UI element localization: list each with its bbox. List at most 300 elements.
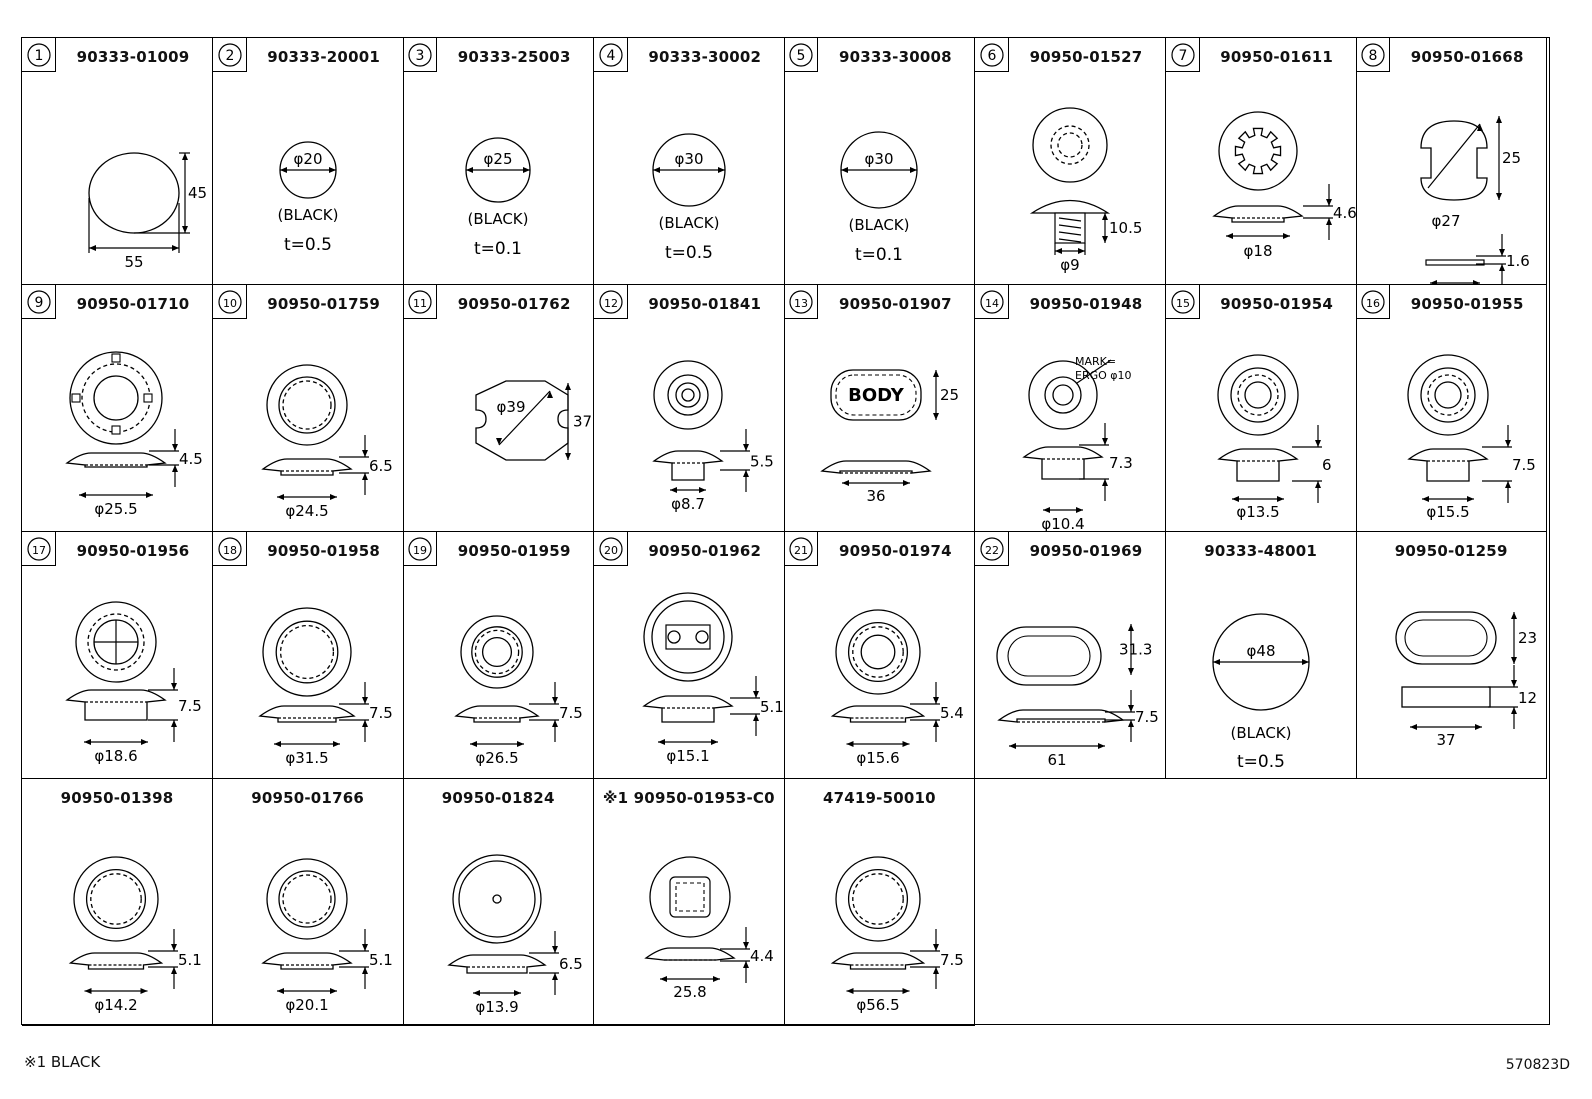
dim-label: φ39 [496, 398, 526, 416]
grommet-profile [263, 953, 351, 969]
slot-hole [668, 631, 680, 643]
note-label: (BLACK) [848, 216, 910, 234]
dim-label: φ20 [293, 150, 323, 168]
stadium-profile [999, 710, 1123, 722]
arrow-head [753, 691, 759, 698]
grommet-hole [862, 635, 896, 669]
part-number: 90950-01907 [838, 295, 952, 313]
dim-label: 12 [1518, 689, 1538, 707]
arrow-head [362, 450, 368, 457]
dim-label: φ26.5 [475, 749, 519, 767]
arrow-head [910, 167, 917, 173]
part-number: 90333-30008 [838, 48, 952, 66]
grommet-dash [853, 627, 903, 677]
arrow-head [141, 739, 148, 745]
dim-label: 7.5 [940, 951, 965, 969]
part-number: 90950-01969 [1029, 542, 1143, 560]
dim-label: 5.4 [940, 704, 965, 722]
part-drawing [1166, 532, 1357, 779]
dim-label: φ31.5 [284, 749, 329, 767]
arrow-head [552, 946, 558, 953]
notched-outline [1421, 121, 1487, 200]
plug-dash [1428, 375, 1468, 415]
dim-label: 61 [1047, 751, 1067, 769]
dim-label: 5.1 [759, 698, 784, 716]
dot-inner [459, 861, 535, 937]
parts-grid [21, 37, 1550, 1025]
cone-inner [676, 383, 700, 407]
arrow-head [658, 739, 665, 745]
gear-profile [1214, 206, 1302, 222]
cone-profile [654, 451, 722, 480]
arrow-head [903, 741, 910, 747]
gear-teeth [1235, 128, 1280, 173]
dim-label: 5.1 [368, 951, 393, 969]
part-number: ※1 90950-01953-C0 [602, 789, 775, 807]
arrow-head [753, 714, 759, 721]
part-cell-12 [594, 285, 785, 532]
arrow-head [1283, 233, 1290, 239]
arrow-head [1410, 724, 1417, 730]
arrow-head [743, 942, 749, 949]
arrow-head [933, 720, 939, 727]
part-cell-2 [213, 38, 404, 285]
dim-label: 6.5 [368, 457, 393, 475]
arrow-head [1076, 507, 1083, 513]
part-drawing [594, 285, 785, 532]
cone-outline [654, 361, 722, 429]
arrow-head [1302, 659, 1309, 665]
part-cell-14 [975, 285, 1166, 532]
arrow-head [330, 988, 337, 994]
part-drawing [22, 38, 213, 285]
arrow-head [842, 480, 849, 486]
part-drawing [1166, 38, 1357, 285]
grommet-profile [833, 953, 924, 969]
note-label: (BLACK) [1230, 724, 1292, 742]
item-number: 7 [1178, 48, 1188, 64]
arrow-head [547, 391, 553, 398]
arrow-head [565, 383, 571, 390]
part-number: 90950-01259 [1394, 542, 1508, 560]
part-drawing [594, 38, 785, 285]
part-number: 90950-01611 [1220, 48, 1333, 66]
dim-label: φ30 [864, 150, 894, 168]
item-number: 10 [222, 297, 237, 310]
lock-tab [112, 354, 120, 362]
arrow-head [713, 976, 720, 982]
arrow-head [1505, 481, 1511, 488]
arrow-head [1326, 199, 1332, 206]
part-cell-13 [784, 285, 975, 532]
dim-label: φ13.9 [475, 998, 519, 1016]
arrow-head [1043, 507, 1050, 513]
part-cell-7 [1166, 38, 1357, 285]
arrow-head [670, 487, 677, 493]
arrow-head [841, 167, 848, 173]
part-cell-17 [22, 532, 213, 779]
part-cell-x25 [213, 779, 404, 1026]
note-label: (BLACK) [658, 214, 720, 232]
arrow-head [1232, 496, 1239, 502]
arrow-head [1078, 248, 1085, 254]
item-number: 22 [985, 544, 999, 557]
clip-head [1032, 201, 1108, 214]
dim-label: 7.5 [178, 697, 202, 715]
arrow-head [1499, 264, 1505, 271]
slot-profile [644, 696, 732, 722]
grommet-profile [456, 706, 538, 722]
dim-label: 25.8 [673, 983, 707, 1001]
arrow-head [1277, 496, 1284, 502]
dim-label: 10.5 [1109, 219, 1143, 237]
dim-label: 7.5 [559, 704, 584, 722]
item-number: 8 [1368, 48, 1378, 64]
item-number: 13 [794, 297, 809, 310]
item-number: 19 [413, 544, 428, 557]
dim-label: 7.5 [368, 704, 393, 722]
part-drawing [784, 779, 975, 1026]
slot-window [666, 625, 710, 649]
grommet-profile [71, 953, 162, 969]
dim-label: 7.3 [1109, 454, 1133, 472]
part-drawing [1356, 285, 1547, 532]
part-number: 90950-01959 [457, 542, 571, 560]
arrow-head [89, 245, 96, 251]
dim-label: φ13.5 [1235, 503, 1280, 521]
arrow-head [1326, 218, 1332, 225]
slot-outline [644, 593, 732, 681]
part-cell-22 [975, 532, 1166, 779]
arrow-head [743, 444, 749, 451]
arrow-head [146, 492, 153, 498]
part-cell-19 [403, 532, 594, 779]
item-number: 21 [794, 544, 809, 557]
part-number: 90333-20001 [267, 48, 380, 66]
arrow-head [1128, 624, 1134, 631]
dim-label: φ24.5 [284, 502, 329, 520]
part-drawing [403, 532, 594, 779]
arrow-head [514, 990, 521, 996]
part-cell-3 [403, 38, 594, 285]
part-cell-x22 [1166, 532, 1357, 779]
arrow-head [172, 444, 178, 451]
item-number: 5 [796, 48, 806, 64]
arrow-head [466, 167, 473, 173]
part-number: 90950-01766 [251, 789, 364, 807]
part-drawing [594, 532, 785, 779]
grommet-inner [472, 627, 522, 677]
arrow-head [552, 697, 558, 704]
dim-label: φ10.4 [1041, 515, 1085, 532]
arrow-head [1496, 193, 1502, 200]
part-number: 90950-01974 [838, 542, 952, 560]
arrow-head [277, 494, 284, 500]
dim-label: φ15.1 [666, 747, 710, 765]
arrow-head [277, 988, 284, 994]
thickness-label: t=0.1 [855, 245, 904, 265]
dim-label: 37 [1436, 731, 1456, 749]
arrow-head [1213, 659, 1220, 665]
notched-profile [1426, 260, 1484, 265]
part-cell-1 [22, 38, 213, 285]
plug-outline [1218, 355, 1298, 435]
arrow-head [1499, 249, 1505, 256]
grommet-inner [849, 870, 908, 929]
part-number: 90950-01824 [441, 789, 555, 807]
note-label: (BLACK) [277, 206, 339, 224]
arrow-head [1098, 743, 1105, 749]
dim-line [1428, 124, 1480, 188]
arrow-head [329, 167, 336, 173]
part-cell-10 [213, 285, 404, 532]
part-cell-16 [1356, 285, 1547, 532]
arrow-head [743, 470, 749, 477]
arrow-head [565, 453, 571, 460]
part-number: 90333-01009 [76, 48, 190, 66]
dot-profile [449, 955, 545, 973]
dim-label: φ15.5 [1426, 503, 1470, 521]
arrow-head [743, 961, 749, 968]
arrow-head [362, 720, 368, 727]
item-number: 1 [34, 48, 44, 64]
part-cell-21 [784, 532, 975, 779]
dim-label: 5.5 [749, 452, 774, 471]
part-cell-18 [213, 532, 404, 779]
arrow-head [172, 465, 178, 472]
item-number: 14 [985, 297, 999, 310]
part-drawing [1356, 38, 1547, 285]
mark-label: MARK= [1075, 355, 1117, 368]
item-number: 9 [34, 295, 44, 311]
part-number: 90950-01527 [1029, 48, 1143, 66]
slot-inner [652, 601, 724, 673]
plug-profile [1409, 449, 1487, 481]
arrow-head [1315, 481, 1321, 488]
plug-hole [1245, 382, 1271, 408]
part-cell-20 [594, 532, 785, 779]
dim-label: 31.3 [1119, 640, 1153, 659]
item-number: 2 [225, 48, 235, 64]
arrow-head [660, 976, 667, 982]
grommet-profile [833, 706, 924, 722]
part-drawing [403, 779, 594, 1026]
dim-label: φ20.1 [284, 996, 329, 1014]
thickness-label: t=0.5 [1236, 752, 1285, 772]
item-number: 18 [222, 544, 237, 557]
part-number: 90950-01710 [76, 295, 190, 313]
arrow-head [1102, 213, 1108, 220]
arrow-head [280, 167, 287, 173]
item-number: 15 [1175, 297, 1190, 310]
plug-inner [1231, 368, 1285, 422]
arrow-head [1511, 707, 1517, 714]
arrow-head [1128, 705, 1134, 712]
arrow-head [470, 741, 477, 747]
item-number: 11 [413, 297, 428, 310]
part-number: 90950-01958 [267, 542, 380, 560]
arrow-head [1128, 668, 1134, 675]
part-number: 90333-48001 [1204, 542, 1317, 560]
arrow-head [172, 245, 179, 251]
grommet-hole [483, 638, 512, 667]
part-number: 90333-25003 [457, 48, 571, 66]
arrow-head [718, 167, 725, 173]
arrow-head [171, 944, 177, 951]
dim-label: φ14.2 [94, 996, 138, 1014]
part-cell-x28 [784, 779, 975, 1026]
part-drawing [975, 285, 1166, 532]
arrow-head [1128, 720, 1134, 727]
ring-inner [1405, 620, 1487, 656]
arrow-head [1315, 440, 1321, 447]
dim-label: 6.5 [559, 955, 584, 973]
arrow-head [362, 944, 368, 951]
body-profile [822, 461, 930, 473]
diagram-id: 570823D [1505, 1057, 1570, 1073]
grommet-dash [91, 874, 141, 924]
part-number: 90950-01398 [60, 789, 174, 807]
part-cell-5 [784, 38, 975, 285]
arrow-head [847, 988, 854, 994]
arrow-head [330, 494, 337, 500]
thickness-label: t=0.5 [283, 235, 332, 255]
part-drawing [22, 285, 213, 532]
arrow-head [84, 739, 91, 745]
center-dot [493, 895, 501, 903]
dim-label: 5.1 [178, 951, 202, 969]
arrow-head [85, 988, 92, 994]
arrow-head [182, 226, 188, 233]
clip-inner [1051, 126, 1089, 164]
part-drawing [213, 779, 404, 1026]
part-drawing [1166, 285, 1357, 532]
arrow-head [699, 487, 706, 493]
arrow-head [171, 683, 177, 690]
gear-outline [1219, 112, 1297, 190]
plug-profile [1219, 449, 1297, 481]
plug-hole [1435, 382, 1461, 408]
arrow-head [933, 413, 939, 420]
arrow-head [496, 438, 502, 445]
part-cell-x23 [1356, 532, 1547, 779]
dim-label: 6 [1321, 456, 1332, 474]
arrow-head [903, 988, 910, 994]
arrow-head [333, 741, 340, 747]
arrow-head [1467, 496, 1474, 502]
arrow-head [933, 370, 939, 377]
part-drawing [213, 532, 404, 779]
arrow-head [362, 967, 368, 974]
grommet-dash [476, 630, 519, 673]
thickness-label: t=0.1 [474, 239, 523, 259]
arrow-head [1226, 233, 1233, 239]
dim-label: 45 [188, 184, 208, 202]
part-drawing [594, 779, 785, 1026]
dim-label: 25 [940, 386, 960, 404]
arrow-head [1475, 724, 1482, 730]
plug-dash [1238, 375, 1278, 415]
dim-label: φ30 [674, 150, 704, 168]
arrow-head [523, 167, 530, 173]
grommet-inner [276, 621, 338, 683]
cone-ring [668, 375, 708, 415]
arrow-head [1102, 236, 1108, 243]
dim-label: 4.4 [749, 947, 774, 965]
lock-tab [72, 394, 80, 402]
part-number: 90950-01762 [457, 295, 571, 313]
clip-outline [1033, 108, 1107, 182]
thickness-label: t=0.5 [664, 243, 713, 263]
dim-label: 55 [124, 253, 144, 271]
dim-label: φ15.6 [856, 749, 901, 767]
arrow-head [1511, 680, 1517, 687]
dim-label: φ18.6 [94, 747, 138, 765]
dim-label: 37 [573, 412, 593, 431]
part-number: 90950-01759 [267, 295, 380, 313]
dim-label: 7.5 [1135, 708, 1159, 726]
mark-hole [1053, 385, 1073, 405]
arrow-head [1102, 438, 1108, 445]
item-number: 20 [603, 544, 618, 557]
dim-label: φ48 [1246, 642, 1276, 660]
grommet-inner [279, 377, 335, 433]
item-number: 4 [606, 48, 616, 64]
arrow-head [473, 990, 480, 996]
dim-label: 1.6 [1506, 252, 1531, 270]
part-number: 90950-01956 [76, 542, 190, 560]
part-cell-11 [403, 285, 594, 532]
item-number: 17 [32, 544, 46, 557]
note-label: (BLACK) [467, 210, 529, 228]
arrow-head [933, 944, 939, 951]
slot-hole [696, 631, 708, 643]
dim-label: 25 [1502, 149, 1522, 167]
part-number: 90950-01954 [1220, 295, 1333, 313]
part-number: 47419-50010 [822, 789, 936, 807]
mark-ring [1045, 377, 1081, 413]
part-number: 90950-01962 [648, 542, 762, 560]
part-drawing [784, 532, 975, 779]
arrow-head [711, 739, 718, 745]
part-drawing [1356, 532, 1547, 779]
clip-core [1058, 133, 1082, 157]
part-cell-15 [1166, 285, 1357, 532]
dim-label: φ8.7 [670, 495, 705, 513]
arrow-head [1505, 440, 1511, 447]
part-cell-x26 [403, 779, 594, 1026]
dim-label: φ25.5 [94, 500, 138, 518]
arrow-head [171, 720, 177, 727]
part-drawing [975, 532, 1166, 779]
plug-outline [1408, 355, 1488, 435]
item-number: 6 [987, 48, 997, 64]
part-drawing [213, 38, 404, 285]
mark-label: ERGO φ10 [1075, 369, 1132, 382]
arrow-head [552, 720, 558, 727]
arrow-head [1102, 479, 1108, 486]
footnote: ※1 BLACK [24, 1053, 101, 1071]
part-cell-4 [594, 38, 785, 285]
plug-inner [1421, 368, 1475, 422]
cone-hole [682, 389, 694, 401]
grommet-dash [283, 875, 331, 923]
part-number: 90950-01948 [1029, 295, 1143, 313]
part-cell-8 [1356, 38, 1547, 285]
part-number: 90950-01841 [648, 295, 762, 313]
dim-label: φ56.5 [856, 996, 901, 1014]
grommet-hole [94, 376, 138, 420]
